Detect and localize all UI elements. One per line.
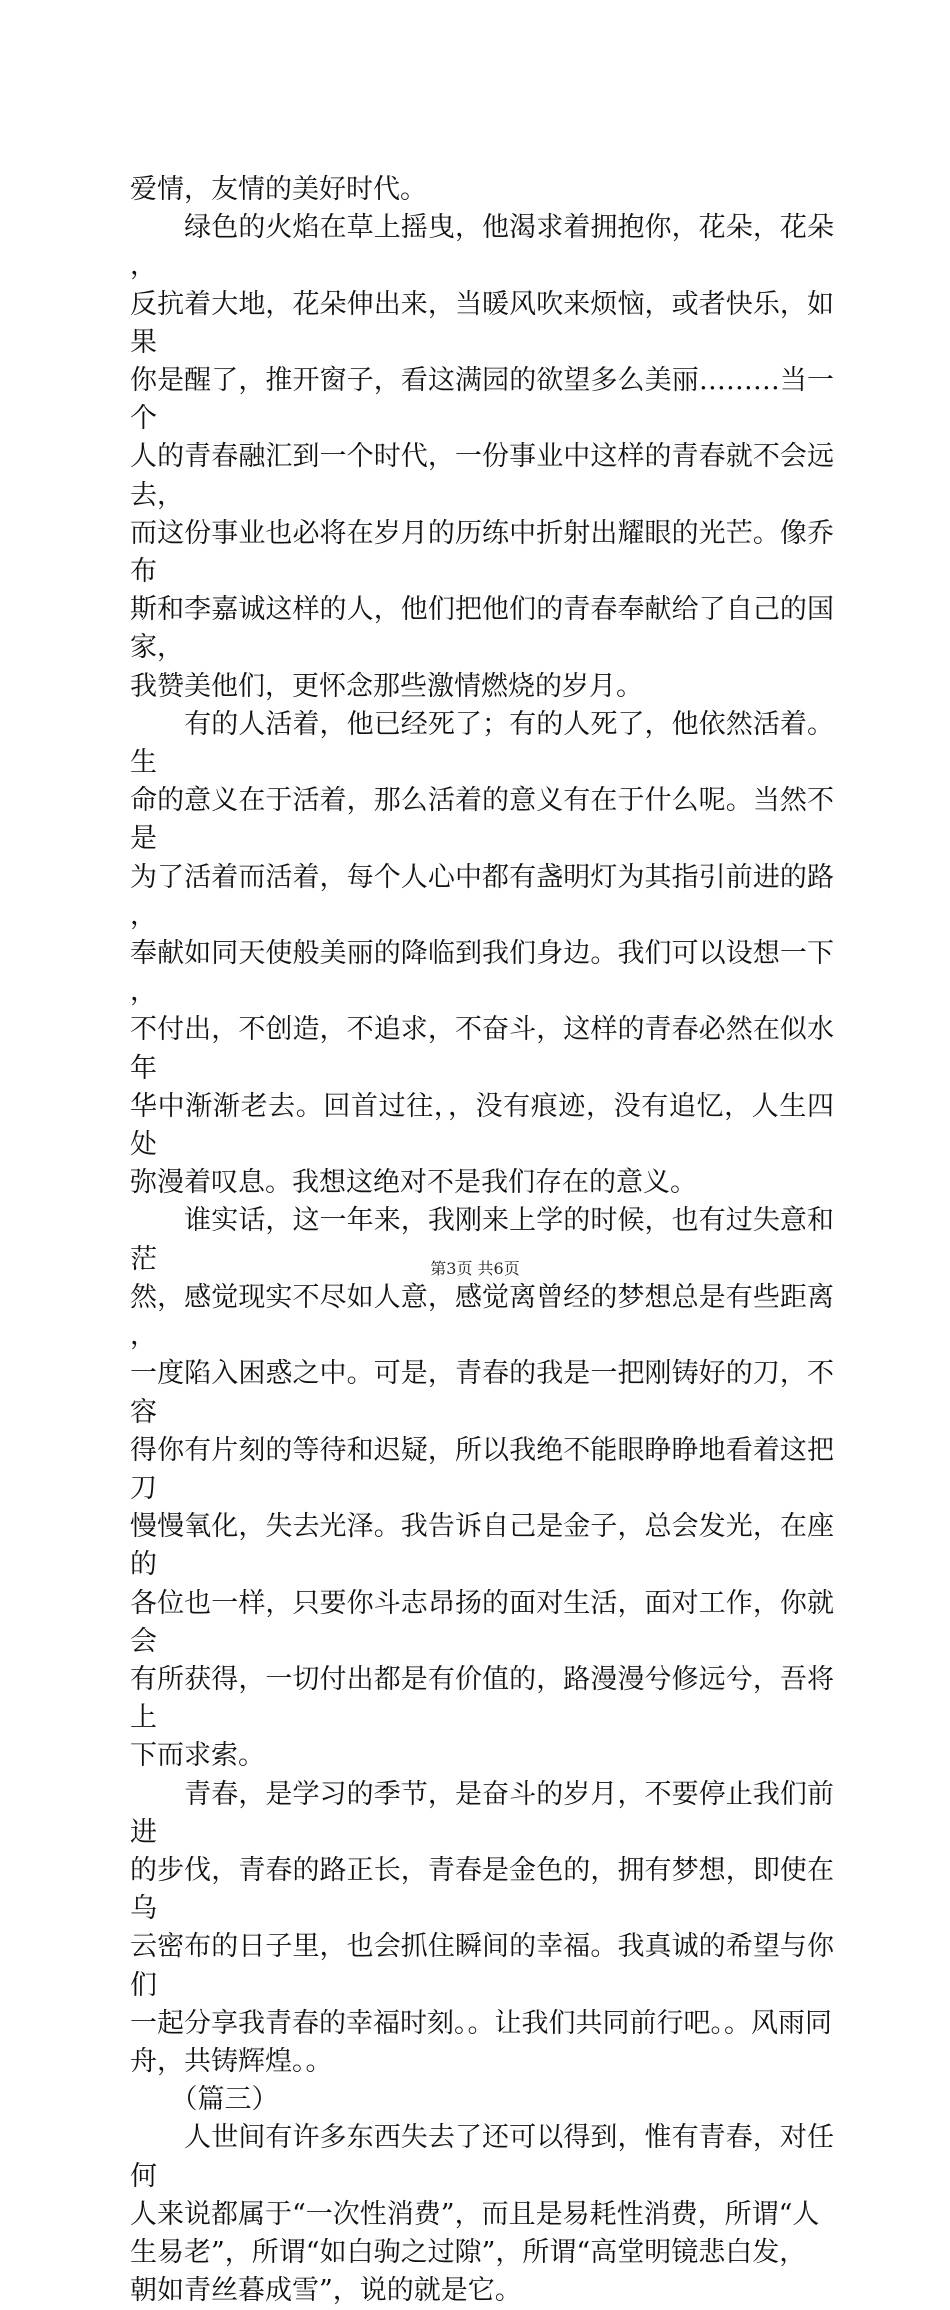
text-line-7: 斯和李嘉诚这样的人，他们把他们的青春奉献给了自己的国家， [130,594,834,664]
text-line-23: 下而求索。 [130,1740,265,1772]
text-line-11: 为了活着而活着，每个人心中都有盏明灯为其指引前进的路， [130,861,834,931]
text-line-10: 命的意义在于活着，那么活着的意义有在于什么呢。当然不是 [130,785,834,855]
text-line-25: 的步伐，青春的路正长，青春是金色的，拥有梦想，即使在乌 [130,1854,834,1925]
document-body [130,171,834,2310]
text-line-15: 弥漫着叹息。我想这绝对不是我们存在的意义。 [130,1167,697,1199]
text-line-14: 华中渐渐老去。回首过往，，没有痕迹，没有追忆，人生四处 [130,1090,834,1161]
text-line-13: 不付出，不创造，不追求，不奋斗，这样的青春必然在似水年 [130,1014,834,1084]
text-line-19: 得你有片刻的等待和迟疑，所以我绝不能眼睁睁地看着这把刀 [130,1434,834,1504]
text-line-9: 有的人活着，他已经死了；有的人死了，他依然活着。生 [130,708,834,779]
text-line-22: 有所获得，一切付出都是有价值的，路漫漫兮修远兮，吾将上 [130,1663,834,1734]
text-line-12: 奉献如同天使般美丽的降临到我们身边。我们可以设想一下， [130,938,834,1008]
text-line-4: 你是醒了，推开窗子，看这满园的欲望多么美丽………当一个 [130,365,834,435]
text-line-1: 爱情，友情的美好时代。 [130,174,427,205]
text-line-24: 青春，是学习的季节，是奋斗的岁月，不要停止我们前进 [130,1778,834,1848]
page-footer: 第3页 共6页 [430,1259,520,1278]
section-heading: （篇三） [130,2084,279,2116]
text-line-28: 舟，共铸辉煌。。 [130,2045,333,2077]
text-line-31: 人来说都属于“一次性消费”，而且是易耗性消费，所谓“人 [130,2198,820,2230]
text-line-2: 绿色的火焰在草上摇曳，他渴求着拥抱你，花朵，花朵， [130,212,834,282]
text-line-20: 慢慢氧化，失去光泽。我告诉自己是金子，总会发光，在座的 [130,1511,834,1581]
text-line-32: 生易老”，所谓“如白驹之过隙”，所谓“高堂明镜悲白发， [130,2236,807,2268]
text-line-16: 谁实话，这一年来，我刚来上学的时候，也有过失意和茫 [130,1205,834,1275]
text-line-27: 一起分享我青春的幸福时刻。。让我们共同前行吧。。风雨同 [130,2007,832,2039]
text-line-26: 云密布的日子里，也会抓住瞬间的幸福。我真诚的希望与你们 [130,1931,834,2001]
text-line-21: 各位也一样，只要你斗志昂扬的面对生活，面对工作，你就会 [130,1587,834,1657]
text-line-33: 朝如青丝暮成雪”，说的就是它。 [130,2275,522,2307]
text-line-8: 我赞美他们，更怀念那些激情燃烧的岁月。 [130,670,643,702]
text-line-17: 然，感觉现实不尽如人意，感觉离曾经的梦想总是有些距离， [130,1281,834,1352]
text-line-5: 人的青春融汇到一个时代，一份事业中这样的青春就不会远去， [130,441,834,511]
text-line-3: 反抗着大地，花朵伸出来，当暖风吹来烦恼，或者快乐，如果 [130,288,834,358]
text-line-30: 人世间有许多东西失去了还可以得到，惟有青春，对任何 [130,2122,834,2192]
text-line-18: 一度陷入困惑之中。可是，青春的我是一把刚铸好的刀，不容 [130,1358,834,1428]
text-line-6: 而这份事业也必将在岁月的历练中折射出耀眼的光芒。像乔布 [130,517,834,588]
